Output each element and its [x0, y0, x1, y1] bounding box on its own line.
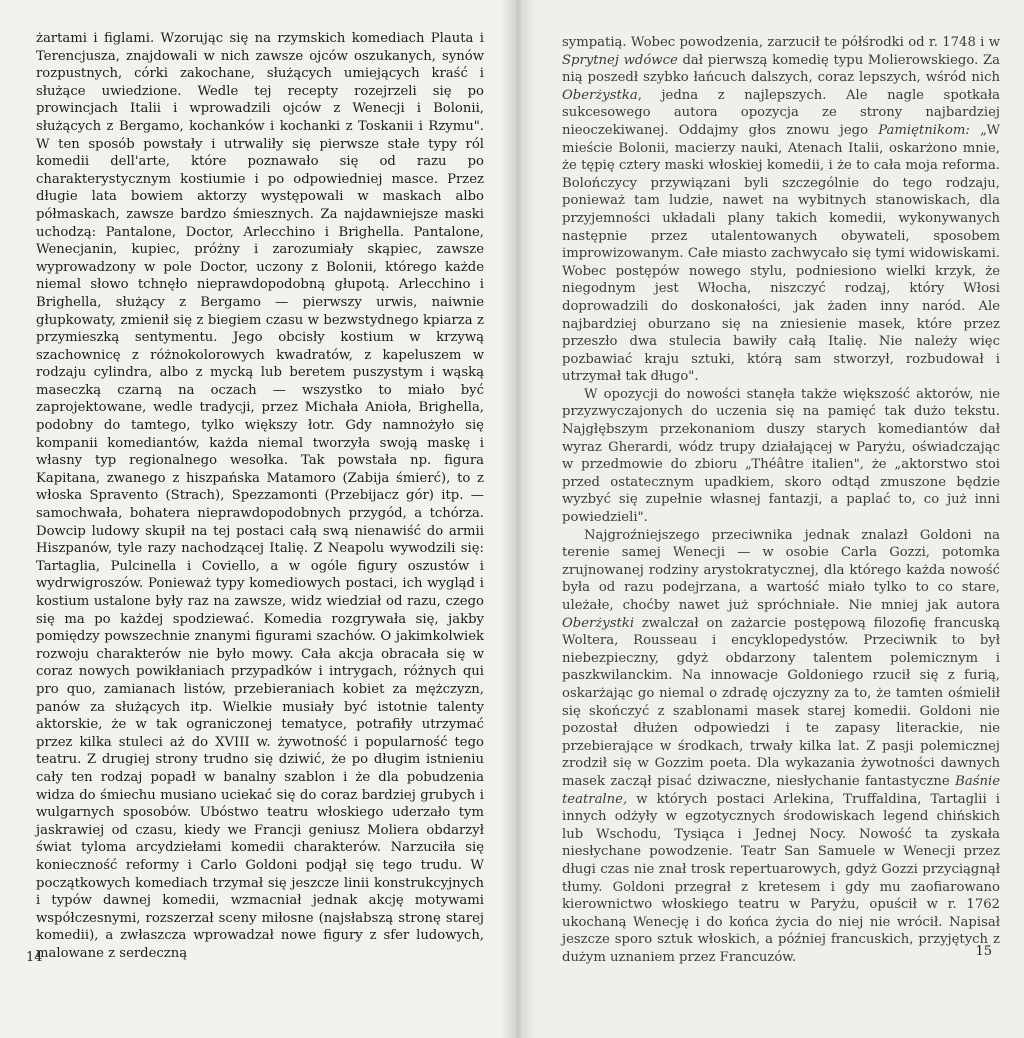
text-run: „W mieście Bolonii, macierzy nauki, Atenach Italii, oskarżono mnie, że tępię cztery maski włoskiej komedii, i że to cała moja reforma. Bolończycy przywiązani byli szczególnie do tego rodzaju, ponieważ tam ludzie, nawet na wybitnych stanowiskach, dla przyjemności układali plany takich komedii, wykonywanych następnie przez utalentowanych obywateli, sposobem improwizowanym. Całe miasto zachwycało się tymi widowiskami. Wobec postępów nowego stylu, podniesiono wielki krzyk, że niegodnym jest Włocha, niszczyć rodzaj, który Włosi doprowadzili do doskonałości, jak żaden inny naród. Ale najbardziej oburzano się na zniesienie masek, które przez przeszło dwa stulecia bawiły całą Italię. Nie należy więc pozbawiać kraju sztuki, którą sam stworzył, rozbudował i utrzymał tak długo". — [562, 122, 1000, 385]
text-run: zwalczał on zażarcie postępową filozofię francuską Woltera, Rousseau i encyklopedystów. Przeciwnik to był niebezpieczny, gdyż obdarzony talentem polemicznym i paszkwilanckim. Na innowacje Goldoniego rzucił się z furią, oskarżając go niemal o zdradę ojczyzny za to, że tamten ośmielił się skończyć z szablonami masek starej komedii. Goldoni nie pozostał dłużen odpowiedzi i te zapasy literackie, nie przebierające w środkach, trwały kilka lat. Z pasji polemicznej zrodził się w Gozzim poeta. Dla wykazania żywotności dawnych masek zaczął pisać dziwaczne, niesłychanie fantastyczne — [562, 615, 1000, 789]
page-number-right: 15 — [975, 944, 992, 959]
right-paragraph-2: W opozycji do nowości stanęła także większość aktorów, nie przyzwyczajonych do uczenia się na pamięć tak dużo tekstu. Najgłębszym przekonaniom duszy starych komediantów dał wyraz Gherardi, wódz trupy działającej w Paryżu, oświadczając w przedmowie do zbioru „Théâtre italien", że „aktorstwo stoi przed ostatecznym upadkiem, skoro odtąd zmuszone będzie wyzbyć się zupełnie własnej fantazji, a paplać to, co już inni powiedzieli". — [562, 386, 1000, 526]
title-basnie-teatralne: Baśnie teatralne, — [562, 773, 1000, 807]
text-run: dał pierwszą komedię typu Molierowskiego. Za nią poszedł szybko łańcuch dalszych, coraz lepszych, wśród nich — [562, 52, 1000, 86]
right-page-text — [562, 34, 1000, 966]
title-oberzystka: Oberżystka — [562, 87, 638, 103]
right-page — [510, 0, 1024, 1038]
left-paragraph-1: żartami i figlami. Wzorując się na rzymskich komediach Plauta i Terencjusza, znajdowali w nich zawsze ojców oszukanych, synów rozpustnych, córki zakochane, służących umiejących kraść i służące uwiedzione. Wedle tej recepty rozejrzeli się po prowincjach Italii i wprowadzili ojców z Wenecji i Bolonii, służących z Bergamo, kochanków i kochanki z Toskanii i Rzymu". W ten sposób powstały i utrwaliły się pierwsze stałe typy ról komedii dell'arte, które poznawało się od razu po charakterystycznym kostiumie i po odpowiedniej masce. Przez długie lata bowiem aktorzy występowali w maskach albo półmaskach, zawsze bardzo śmiesznych. Za najdawniejsze maski uchodzą: Pantalone, Doctor, Arlecchino i Brighella. Pantalone, Wenecjanin, kupiec, próżny i zarozumiały skąpiec, zawsze wyprowadzony w pole Doctor, uczony z Bolonii, którego każde niemal słowo tchnęło nieprawdopodobną głupotą. Arlecchino i Brighella, służący z Bergamo — pierwszy urwis, naiwnie głupkowaty, zmienił się z biegiem czasu w bezwstydnego kpiarza z przymieszką sentymentu. Jego obcisły kostium w krzywą szachownicę z różnokolorowych kwadratów, z kapeluszem w rodzaju cylindra, albo z mycką lub beretem puszystym i wąską maseczką czarną na oczach — wszystko to miało być zaprojektowane, wedle tradycji, przez Michała Anioła, Brighella, podobny do tamtego, tylko większy łotr. Gdy namnożyło się kompanii komediantów, każda niemal tworzyła swoją maskę i własny typ regionalnego wesołka. Tak powstała np. figura Kapitana, zwanego z hiszpańska Matamoro (Zabija śmierć), to z włoska Spravento (Strach), Spezzamonti (Przebijacz gór) itp. — samochwała, bohatera nieprawdopodobnych przygód, a tchórza. Dowcip ludowy skupił na tej postaci całą swą nienawiść do armii Hiszpanów, tyle razy nachodzącej Italię. Z Neapolu wywodzili się: Tartaglia, Pulcinella i Coviello, a w ogóle figury oszustów i wydrwigroszów. Ponieważ typy komediowych postaci, ich wygląd i kostium ustalone były raz na zawsze, widz wiedział od razu, czego się ma po każdej spodziewać. Komedia rozgrywała się, jakby pomiędzy powszechnie znanymi figurami szachów. O jakimkolwiek rozwoju charakterów nie było mowy. Cała akcja obracała się w coraz nowych powikłaniach przypadków i intrygach, różnych qui pro quo, zamianach listów, przebieraniach kobiet za mężczyzn, panów za służących itp. Wielkie musiały być istotnie talenty aktorskie, że w tak ograniczonej tematyce, potrafiły utrzymać przez kilka stuleci aż do XVIII w. żywotność i popularność tego teatru. Z drugiej strony trudno się dziwić, że po długim istnieniu cały ten rodzaj popadł w banalny szablon i że dla pobudzenia widza do śmiechu musiano uciekać się do coraz bardziej grubych i wulgarnych sposobów. Ubóstwo teatru włoskiego uderzało tym jaskrawiej od czasu, kiedy we Francji geniusz Moliera obdarzył świat tyloma arcydziełami komedii charakterów. Narzuciła się konieczność reformy i Carlo Goldoni podjął się tego trudu. W początkowych komediach trzymał się jeszcze linii konstrukcyjnych i typów dawnej komedii, wzmacniał jednak akcję motywami współczesnymi, rozszerzał sceny miłosne (najsłabszą stronę starej komedii), a zwłaszcza wprowadzał nowe figury z sfer ludowych, malowane z serdeczną — [36, 31, 484, 961]
text-run: sympatią. Wobec powodzenia, zarzucił te półśrodki od r. 1748 i w — [562, 35, 1000, 50]
page-number-left: 14 — [26, 950, 43, 965]
right-paragraph-3 — [562, 527, 1000, 967]
left-page-text — [36, 30, 484, 962]
right-paragraph-1 — [562, 34, 1000, 386]
text-run: Najgroźniejszego przeciwnika jednak znalazł Goldoni na terenie samej Wenecji — w osobie Carla Gozzi, potomka zrujnowanej rodziny arystokratycznej, dla którego każda nowość była od razu podejrzana, a wartość miało tylko to co stare, uleżałe, choćby nawet już spróchniałe. Nie mniej jak autora — [562, 527, 1000, 613]
text-run: w których postaci Arlekina, Truffaldina, Tartaglii i innych odżyły w egzotycznych środowiskach legend chińskich lub Wschodu, Tysiąca i Jednej Nocy. Nowość ta zyskała niesłychane powodzenie. Teatr San Samuele w Wenecji przez długi czas nie znał trosk repertuarowych, gdyż Gozzi przyciągnął tłumy. Goldoni przegrał z kretesem i gdy mu zaofiarowano kierownictwo włoskiego teatru w Paryżu, opuścił w r. 1762 ukochaną Wenecję i do końca życia do niej nie wrócił. Napisał jeszcze sporo sztuk włoskich, a później francuskich, przyjętych z dużym uznaniem przez Francuzów. — [562, 791, 1000, 965]
title-pamietniki: Pamiętnikom: — [878, 122, 970, 138]
left-page — [0, 0, 510, 1038]
title-sprytna-wdowka: Sprytnej wdówce — [562, 52, 678, 68]
title-oberzystki: Oberżystki — [562, 615, 635, 631]
text-run: , jedna z najlepszych. Ale nagle spotkała sukcesowego autora opozycja ze strony najbardziej nieoczekiwanej. Oddajmy głos znowu jego — [562, 87, 1000, 138]
